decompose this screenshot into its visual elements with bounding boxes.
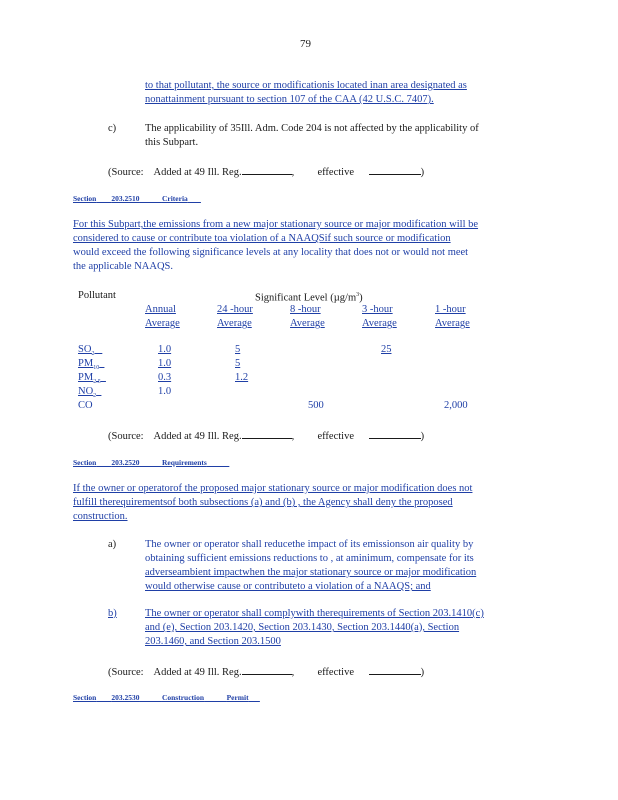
- pollutant-name: PM: [78, 372, 94, 383]
- pollutant-sub: 2: [93, 393, 97, 400]
- criteria-line-3: would exceed the following significance levels at any locality that does not or would not meet: [73, 247, 469, 258]
- source-effective: effective: [317, 667, 354, 678]
- col-24-hour: 24 -hour: [217, 304, 253, 315]
- item-a-line-2: obtaining sufficient emissions reductions to , at aminimum, compensate for its: [145, 553, 474, 564]
- effective-blank: [369, 164, 421, 175]
- level-unit: µg/m: [333, 292, 357, 304]
- source-added: Added at 49 Ill. Reg.: [153, 431, 242, 442]
- page-number: 79: [300, 38, 311, 50]
- avg-1-hour: Average: [435, 318, 470, 329]
- avg-24-hour: Average: [217, 318, 252, 329]
- item-b-line-3: 203.1460, and Section 203.1500: [145, 636, 281, 647]
- col-1-hour: 1 -hour: [435, 304, 466, 315]
- effective-blank: [369, 664, 421, 675]
- source-open: (Source:: [108, 431, 144, 442]
- section-title: Criteria: [161, 194, 188, 203]
- item-b-line-2: and (e), Section 203.1420, Section 203.1430, Section 203.1440(a), Section: [145, 622, 460, 633]
- item-c-label: c): [108, 123, 117, 134]
- section-2510-heading: [73, 194, 201, 203]
- intro-line-2: nonattainment pursuant to section 107 of the CAA (42 U.S.C. 7407).: [145, 94, 434, 105]
- pollutant-sub: 2.5: [93, 379, 101, 386]
- item-b-text: [145, 607, 528, 649]
- item-b-label: b): [108, 608, 117, 619]
- item-a-line-3: adverseambient impactwhen the major stationary source or major modification: [145, 567, 477, 578]
- level-close: ): [359, 292, 363, 304]
- item-c-text: [145, 122, 528, 150]
- level-header-text: Significant Level (: [255, 292, 334, 304]
- source-close: ): [420, 667, 425, 678]
- requirements-line-2: fulfill therequirementsof both subsections (a) and (b) , the Agency shall deny the proposed: [73, 497, 453, 508]
- cell-24-hour: 1.2: [235, 372, 249, 383]
- cell-annual: 1.0: [158, 344, 172, 355]
- requirements-line-3: construction.: [73, 511, 128, 522]
- section-2520-heading: [73, 458, 229, 467]
- pollutant-header: Pollutant: [78, 290, 116, 301]
- section-number: 203.2530: [111, 693, 140, 702]
- section-title-2: Permit: [226, 693, 249, 702]
- section-label: Section: [73, 693, 97, 702]
- pollutant-sub: 10: [93, 365, 100, 372]
- col-3-hour: 3 -hour: [362, 304, 393, 315]
- source-close: ): [420, 167, 425, 178]
- source-effective: effective: [317, 431, 354, 442]
- item-c-line-1: The applicability of 35Ill. Adm. Code 204 is not affected by the applicability of: [145, 123, 479, 134]
- requirements-line-1: If the owner or operatorof the proposed major stationary source or major modification does not: [73, 483, 473, 494]
- cell-24-hour: 5: [235, 344, 241, 355]
- item-a-line-4: would otherwise cause or contributeto a violation of a NAAQS; and: [145, 581, 431, 592]
- intro-line-1: to that pollutant, the source or modificationis located inan area designated as: [145, 80, 467, 91]
- cell-annual: 1.0: [158, 358, 172, 369]
- reg-blank: [242, 164, 292, 175]
- criteria-line-4: the applicable NAAQS.: [73, 261, 174, 272]
- reg-blank: [242, 428, 292, 439]
- section-number: 203.2510: [111, 194, 140, 203]
- section-title: Requirements: [161, 458, 207, 467]
- criteria-line-1: For this Subpart,the emissions from a new major stationary source or major modification will be: [73, 219, 479, 230]
- source-effective: effective: [317, 167, 354, 178]
- level-unit-exp: 3: [356, 292, 360, 298]
- intro-paragraph: [145, 79, 528, 107]
- section-2510-paragraph: [73, 218, 541, 274]
- pollutant-name: SO: [78, 344, 92, 355]
- source-note-2: (Source: Added at 49 Ill. Reg. , effective ): [108, 428, 424, 443]
- source-open: (Source:: [108, 667, 144, 678]
- effective-blank: [369, 428, 421, 439]
- pollutant-sub: 2: [91, 351, 95, 358]
- cell-24-hour: 5: [235, 358, 241, 369]
- section-label: Section: [73, 458, 97, 467]
- cell-1-hour: 2,000: [444, 400, 468, 411]
- criteria-line-2: considered to cause or contribute toa violation of a NAAQSif such source or modification: [73, 233, 451, 244]
- item-a-text: [145, 538, 528, 594]
- item-c-line-2: this Subpart.: [145, 137, 199, 148]
- pollutant-name: NO: [78, 386, 94, 397]
- pollutant-name: PM: [78, 358, 94, 369]
- source-open: (Source:: [108, 167, 144, 178]
- source-note-3: (Source: Added at 49 Ill. Reg. , effective ): [108, 664, 424, 679]
- cell-annual: 0.3: [158, 372, 172, 383]
- item-b-line-1: The owner or operator shall complywith therequirements of Section 203.1410(c): [145, 608, 484, 619]
- col-annual: Annual: [145, 304, 176, 315]
- source-note-1: (Source: Added at 49 Ill. Reg. , effective ): [108, 164, 424, 179]
- item-a-line-1: The owner or operator shall reducethe impact of its emissionson air quality by: [145, 539, 474, 550]
- col-8-hour: 8 -hour: [290, 304, 321, 315]
- avg-8-hour: Average: [290, 318, 325, 329]
- section-number: 203.2520: [111, 458, 140, 467]
- cell-8-hour: 500: [308, 400, 324, 411]
- source-added: Added at 49 Ill. Reg.: [153, 167, 242, 178]
- item-a-label: a): [108, 539, 117, 550]
- reg-blank: [242, 664, 292, 675]
- source-added: Added at 49 Ill. Reg.: [153, 667, 242, 678]
- section-label: Section: [73, 194, 97, 203]
- section-2520-paragraph: [73, 482, 541, 524]
- source-close: ): [420, 431, 425, 442]
- cell-3-hour: 25: [381, 344, 392, 355]
- section-2530-heading: [73, 693, 260, 702]
- avg-3-hour: Average: [362, 318, 397, 329]
- cell-annual: 1.0: [158, 386, 172, 397]
- table-row-name: CO: [78, 400, 93, 411]
- section-title: Construction: [161, 693, 205, 702]
- avg-annual: Average: [145, 318, 180, 329]
